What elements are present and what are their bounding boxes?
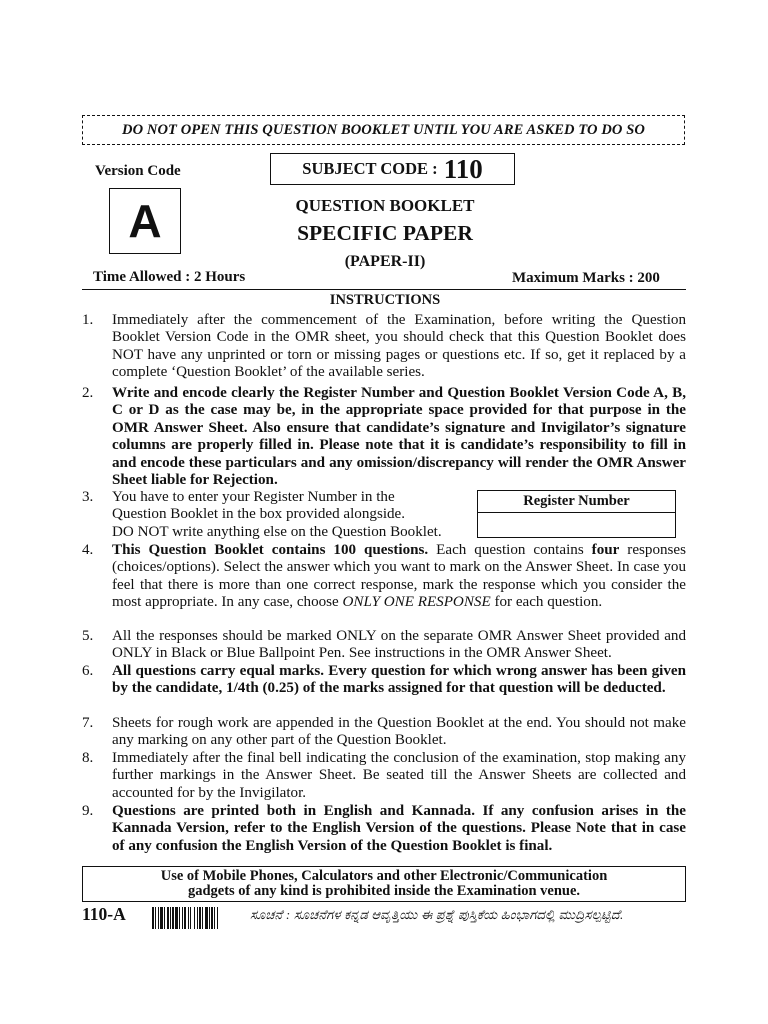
version-code-box [109, 188, 181, 254]
register-number-box [477, 490, 676, 538]
text-segment: Each question contains [428, 542, 592, 558]
instruction-text: All the responses should be marked ONLY on the separate OMR Answer Sheet provided and ONLY in Black or Blue Ballpoint Pen. See instructions in the OMR Answer Sheet. [112, 628, 686, 662]
barcode-image [152, 907, 244, 929]
version-code-label: Version Code [95, 163, 181, 179]
instruction-item-5 [82, 628, 686, 663]
subject-code-value: 110 [443, 153, 483, 184]
subject-code-label: SUBJECT CODE : [302, 159, 438, 178]
instruction-item-9 [82, 803, 686, 855]
register-number-label: Register Number [478, 491, 675, 513]
mobile-phone-notice [82, 866, 686, 902]
instruction-text: Immediately after the final bell indicating the conclusion of the examination, stop making any further markings in the Answer Sheet. Be seated till the Answer Sheets are collected and accounted for by the Invigilator. [112, 750, 686, 801]
instruction-item-1 [82, 312, 686, 382]
instruction-number: 3. [82, 489, 94, 505]
instruction-number: 6. [82, 663, 94, 679]
instruction-number: 4. [82, 542, 94, 558]
italic-phrase: ONLY ONE RESPONSE [342, 594, 491, 611]
warning-text: DO NOT OPEN THIS QUESTION BOOKLET UNTIL YOU ARE ASKED TO DO SO [122, 121, 645, 138]
instruction-number: 5. [82, 628, 94, 644]
version-code-letter: A [128, 195, 162, 247]
header-divider [82, 289, 686, 290]
booklet-code: 110-A [82, 904, 126, 924]
time-allowed: Time Allowed : 2 Hours [93, 269, 246, 285]
instruction-text-line: DO NOT write anything else on the Question Booklet. [112, 523, 442, 540]
instruction-number: 2. [82, 385, 94, 401]
bold-word: four [591, 542, 620, 558]
text-segment: responses (choices/options). Select the answer which you want to mark on the Answer Sheet. In case you feel that there is more than one correct response, mark the response which you consider the most appropriate. In any case, choose [112, 542, 686, 611]
instruction-item-6 [82, 663, 686, 698]
instruction-text-line: You have to enter your Register Number in the [112, 489, 395, 505]
instruction-text: All questions carry equal marks. Every question for which wrong answer has been given by the candidate, 1/4th (0.25) of the marks assigned for that question will be deducted. [112, 663, 686, 697]
subject-code-box [270, 153, 515, 185]
instruction-text: Immediately after the commencement of the Examination, before writing the Question Booklet Version Code in the OMR sheet, you should check that this Question Booklet does NOT have any unprinted or torn or missing pages or questions etc. If so, get it replaced by a complete ‘Question Booklet’ of the available series. [112, 312, 686, 381]
paper-subtitle: (PAPER-II) [344, 253, 426, 270]
bold-lead: This Question Booklet contains 100 questions. [112, 542, 429, 558]
maximum-marks: Maximum Marks : 200 [512, 270, 660, 286]
warning-banner [82, 115, 685, 145]
notice-line: Use of Mobile Phones, Calculators and other Electronic/Communication [160, 868, 608, 884]
instruction-number: 7. [82, 715, 94, 731]
text-segment: for each question. [490, 594, 603, 611]
instruction-number: 1. [82, 312, 94, 328]
instruction-item-8 [82, 750, 686, 802]
kannada-note: ಸೂಚನೆ : ಸೂಚನೆಗಳ ಕನ್ನಡ ಆವೃತ್ತಿಯು ಈ ಪ್ರಶ್ನೆ ಪುಸ್ತಿಕೆಯ ಹಿಂಭಾಗದಲ್ಲಿ ಮುದ್ರಿಸಲ್ಪಟ್ಟಿದೆ. [250, 907, 624, 922]
notice-line: gadgets of any kind is prohibited inside the Examination venue. [187, 883, 581, 899]
instruction-item-4 [82, 542, 686, 612]
instruction-text [112, 542, 686, 612]
instruction-number: 9. [82, 803, 94, 819]
instruction-number: 8. [82, 750, 94, 766]
instruction-item-2 [82, 385, 686, 489]
instruction-text: Sheets for rough work are appended in the Question Booklet at the end. You should not make any marking on any other part of the Question Booklet. [112, 715, 686, 749]
paper-title: SPECIFIC PAPER [297, 221, 473, 245]
instruction-item-7 [82, 715, 686, 750]
instruction-text: Write and encode clearly the Register Number and Question Booklet Version Code A, B, C or D as the case may be, in the appropriate space provided for that purpose in the OMR Answer Sheet. Also ensure that candidate’s signature and Invigilator’s signature columns are properly filled in. Please note that it is candidate’s responsibility to fill in and encode these particulars and any omission/discrepancy will render the OMR Answer Sheet liable for Rejection. [112, 385, 686, 489]
booklet-title: QUESTION BOOKLET [295, 196, 475, 215]
instructions-title: INSTRUCTIONS [329, 292, 441, 308]
instruction-text: Questions are printed both in English and Kannada. If any confusion arises in the Kannada Version, refer to the English Version of the questions. Please Note that in case of any confusion the English Version of the Question Booklet is final. [112, 803, 686, 854]
instruction-text-line: Question Booklet in the box provided alongside. [112, 506, 406, 523]
